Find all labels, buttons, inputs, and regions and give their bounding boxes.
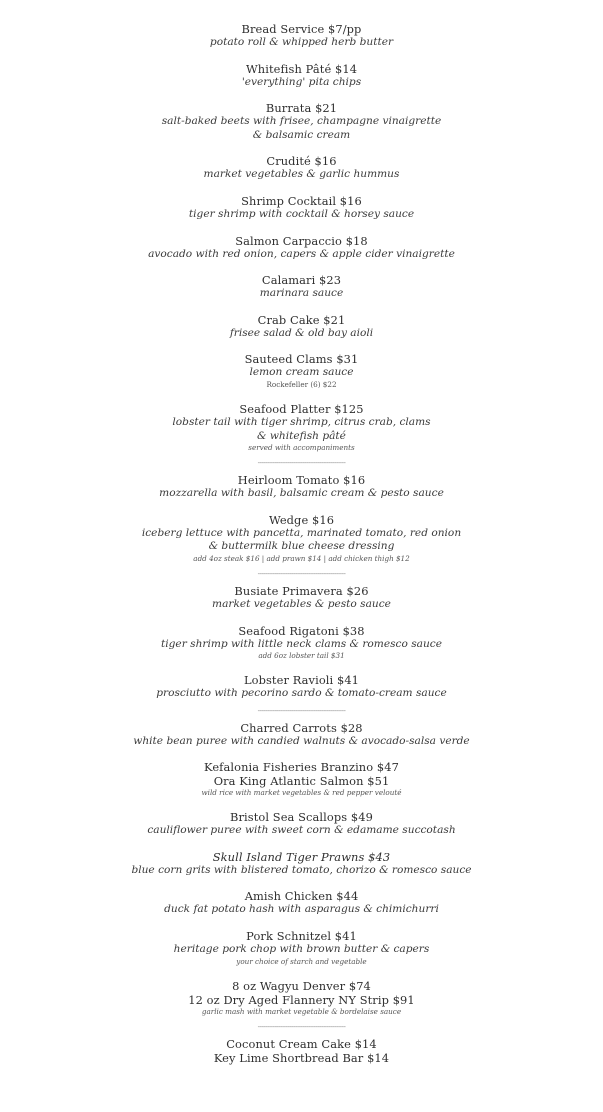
item-name: Seafood Rigatoni $38: [238, 623, 365, 638]
menu-item: [0, 101, 603, 142]
menu-item: [0, 22, 603, 50]
item-description: duck fat potato hash with asparagus & chimichurri: [164, 903, 439, 916]
item-name: Burrata $21: [265, 101, 338, 116]
item-description: salt-baked beets with frisee, champagne vinaigrette: [161, 115, 442, 128]
item-name: Lobster Ravioli $41: [243, 673, 360, 688]
menu-item: [0, 154, 603, 182]
item-name: Crab Cake $21: [257, 312, 346, 327]
menu-item: [0, 234, 603, 262]
item-description: blue corn grits with blistered tomato, chorizo & romesco sauce: [131, 863, 472, 876]
item-description: mozzarella with basil, balsamic cream & pesto sauce: [159, 487, 444, 500]
item-name: Bristol Sea Scallops $49: [230, 810, 373, 825]
item-name: Amish Chicken $44: [244, 889, 359, 904]
item-description: tiger shrimp with little neck clams & romesco sauce: [161, 637, 442, 650]
item-name: Salmon Carpaccio $18: [235, 233, 368, 248]
item-note: wild rice with market vegetables & red pepper velouté: [201, 788, 402, 798]
menu-item: [0, 62, 603, 90]
menu-item: [0, 889, 603, 917]
menu-item: [0, 1037, 603, 1065]
item-description: tiger shrimp with cocktail & horsey sauce: [188, 207, 415, 220]
item-name: Busiate Primavera $26: [234, 583, 369, 598]
item-name: Ora King Atlantic Salmon $51: [213, 774, 390, 789]
item-name: Whitefish Pâté $14: [245, 61, 358, 76]
item-note: served with accompaniments: [248, 443, 355, 453]
item-name: Heirloom Tomato $16: [237, 473, 366, 488]
menu-item: [0, 979, 603, 1017]
item-name: Kefalonia Fisheries Branzino $47: [204, 760, 399, 775]
item-name: Crudité $16: [266, 154, 337, 169]
item-name: Pork Schnitzel $41: [246, 929, 357, 944]
item-description: avocado with red onion, capers & apple cider vinaigrette: [148, 247, 455, 260]
menu-item: [0, 313, 603, 341]
item-description: marinara sauce: [259, 287, 344, 300]
menu-item: [0, 850, 603, 878]
menu-item: [0, 673, 603, 701]
item-note: add 4oz steak $16 | add prawn $14 | add chicken thigh $12: [193, 553, 410, 563]
item-name: Wedge $16: [268, 512, 335, 527]
item-description: market vegetables & pesto sauce: [212, 597, 391, 610]
menu-item: [0, 624, 603, 662]
menu-item: [0, 473, 603, 501]
item-name: Coconut Cream Cake $14: [226, 1036, 377, 1051]
item-name: Skull Island Tiger Prawns $43: [212, 849, 391, 864]
section-divider: -----------------------------------------------: [257, 569, 346, 578]
menu-item: [0, 513, 603, 564]
item-name: Seafood Platter $125: [239, 401, 364, 416]
menu-item: [0, 273, 603, 301]
menu-item: [0, 810, 603, 838]
item-description: lemon cream sauce: [249, 366, 354, 379]
item-name: Bread Service $7/pp: [241, 22, 362, 36]
item-description: lobster tail with tiger shrimp, citrus crab, clams: [172, 415, 431, 428]
item-description: prosciutto with pecorino sardo & tomato-cream sauce: [156, 687, 447, 700]
item-description: market vegetables & garlic hummus: [203, 168, 400, 181]
item-description: potato roll & whipped herb butter: [209, 36, 394, 48]
menu-item: [0, 760, 603, 798]
menu-item: [0, 929, 603, 967]
item-note: Rockefeller (6) $22: [266, 379, 337, 389]
item-description: heritage pork chop with brown butter & capers: [173, 943, 430, 956]
item-name: 8 oz Wagyu Denver $74: [232, 978, 371, 993]
item-description: frisee salad & old bay aioli: [229, 326, 374, 339]
item-description: & balsamic cream: [252, 128, 351, 141]
section-divider: -----------------------------------------------: [257, 459, 346, 468]
item-description: cauliflower puree with sweet corn & edamame succotash: [147, 824, 456, 837]
item-description: 'everything' pita chips: [241, 75, 362, 88]
menu-item: [0, 402, 603, 453]
item-name: Sauteed Clams $31: [244, 352, 359, 367]
item-name: Charred Carrots $28: [240, 720, 363, 735]
section-divider: -----------------------------------------------: [257, 706, 346, 715]
item-name: Key Lime Shortbread Bar $14: [213, 1050, 390, 1065]
item-note: add 6oz lobster tail $31: [258, 651, 345, 661]
menu-item: [0, 721, 603, 749]
item-description: white bean puree with candied walnuts & avocado-salsa verde: [133, 734, 470, 747]
item-description: & buttermilk blue cheese dressing: [208, 540, 395, 553]
item-name: Shrimp Cocktail $16: [241, 193, 362, 208]
item-name: 12 oz Dry Aged Flannery NY Strip $91: [188, 992, 415, 1007]
section-divider: -----------------------------------------------: [257, 1022, 346, 1031]
item-note: garlic mash with market vegetable & bordelaise sauce: [201, 1006, 402, 1016]
menu-item: [0, 194, 603, 222]
menu-item: [0, 584, 603, 612]
item-description: & whitefish pâté: [257, 429, 346, 442]
menu-item: [0, 352, 603, 390]
item-note: your choice of starch and vegetable: [236, 956, 367, 966]
item-name: Calamari $23: [261, 273, 342, 288]
item-description: iceberg lettuce with pancetta, marinated tomato, red onion: [141, 526, 462, 539]
